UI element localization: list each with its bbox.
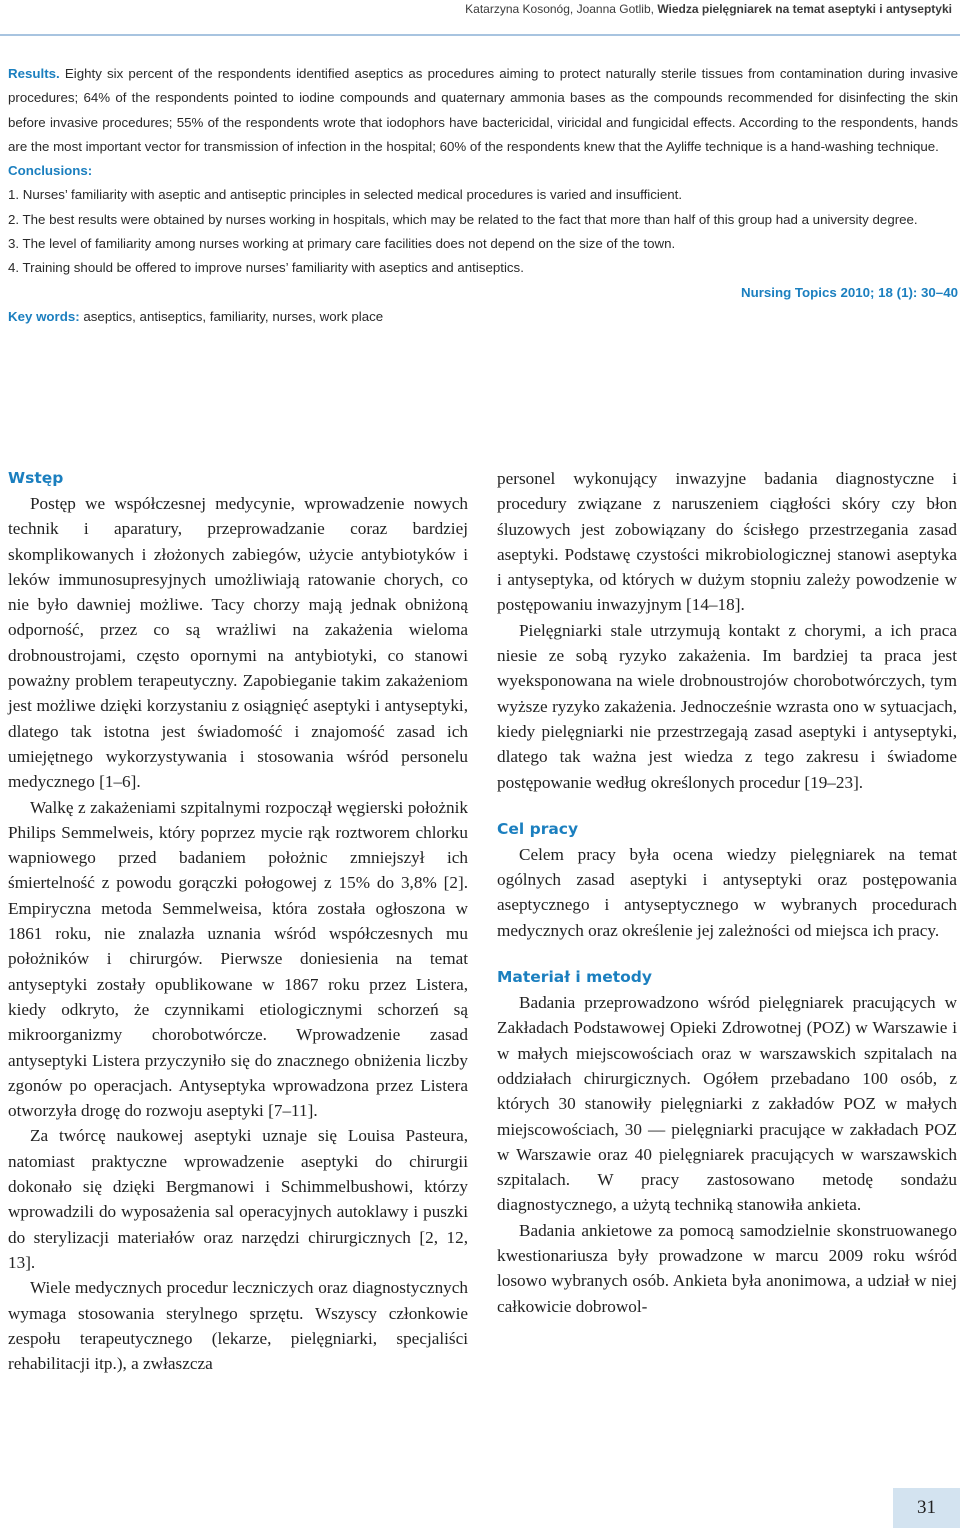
- body-paragraph: personel wykonujący inwazyjne badania diagnostyczne i procedury związane z naruszeniem ciągłości skóry czy błon śluzowych jest zobowiązany do ścisłego przestrzegania zasad aseptyki. Podstawę czystości mikrobiologicznej stanowi aseptyka i antyseptyka, od których w dużym stopniu zależy powodzenie w postępowaniu inwazyjnym [14–18].: [497, 469, 957, 615]
- header-title: Wiedza pielęgniarek na temat aseptyki i antyseptyki: [657, 2, 952, 16]
- conclusions-label: Conclusions:: [8, 163, 93, 179]
- body-paragraph: Pielęgniarki stale utrzymują kontakt z chorymi, a ich praca niesie ze sobą ryzyko zakażenia. Im bardziej ta praca jest wyeksponowana na wiele drobnoustrojów chorobotwórczych, tym wyższe ryzyko zakażenia. Jednocześnie wzrasta ono w sytuacjach, kiedy pielęgniarki nie przestrzegają zasad aseptyki i antyseptyki, dlatego tak ważna jest wiedza z tego zakresu i świadome postępowanie według określonych procedur [19–23].: [497, 620, 957, 792]
- body-paragraph: Celem pracy była ocena wiedzy pielęgniarek na temat ogólnych zasad aseptyki i antyseptyki oraz postępowania aseptycznego i antyseptycznego w wybranych procedurach medycznych oraz określenie jej zależności od miejsca ich pracy.: [497, 844, 957, 940]
- body-paragraph: Walkę z zakażeniami szpitalnymi rozpoczął węgierski położnik Philips Semmelweis, który poprzez mycie rąk roztworem chlorku wapniowego przed badaniem położnic zmniejszył ich śmiertelność z powodu gorączki połogowej z 15% do 3,8% [2]. Empiryczna metoda Semmelweisa, która została ogłoszona w 1861 roku, nie znalazła uznania wśród współczesnych mu położników i chirurgów. Pierwsze doniesienia na temat antyseptyki zostały opublikowane w 1867 roku przez Listera, kiedy odkryto, że czynnikami etiologicznymi schorzeń są mikroorganizmy chorobotwórcze. Wprowadzenie zasad antyseptyki Listera przyczyniło się do znacznego obniżenia liczby zgonów po operacjach. Antyseptyka wprowadzona przez Listera otworzyła drogę do rozwoju aseptyki [7–11].: [8, 797, 468, 1121]
- conclusion-item: 4. Training should be offered to improve nurses’ familiarity with aseptics and antiseptics.: [8, 260, 524, 276]
- journal-citation: Nursing Topics 2010; 18 (1): 30–40: [740, 284, 958, 300]
- running-header: [0, 0, 960, 20]
- keywords-text: aseptics, antiseptics, familiarity, nurses, work place: [83, 308, 384, 324]
- body-paragraph: Za twórcę naukowej aseptyki uznaje się Louisa Pasteura, natomiast praktyczne wprowadzenie aseptyki do chirurgii dokonało się dzięki Bergmanowi i Schimmelbushowi, którzy wprowadzili do wyposażenia sal operacyjnych autoklawy i puszki do sterylizacji materiałów oraz narzędzi chirurgicznych [2, 12, 13].: [8, 1126, 468, 1272]
- section-heading-methods: Materiał i metody: [497, 968, 652, 987]
- section-heading-aim: Cel pracy: [497, 819, 579, 838]
- body-paragraph: Postęp we współczesnej medycynie, wprowadzenie nowych technik i aparatury, przeprowadzanie coraz bardziej skomplikowanych i złożonych zabiegów, użycie antybiotyków i leków immunosupresyjnych umożliwiają ratowanie chorych, co nie było dawniej możliwe. Tacy chorzy mają jednak obniżoną odporność, przez co są wrażliwi na zakażenia wieloma drobnoustrojami, często opornymi na antybiotyki, co stanowi poważny problem terapeutyczny. Zapobieganie takim zakażeniom jest możliwe dzięki korzystaniu z osiągnięć aseptyki i antyseptyki, dlatego tak istotna jest świadomość i znajomość zasad ich umiejętnego wykorzystywania i stosowania wśród personelu medycznego [1–6].: [8, 494, 468, 792]
- body-paragraph: Wiele medycznych procedur leczniczych oraz diagnostycznych wymaga stosowania sterylnego sprzętu. Wszyscy członkowie zespołu terapeutycznego (lekarze, pielęgniarki, specjaliści rehabilitacji itp.), a zwłaszcza: [8, 1278, 468, 1374]
- results-label: Results.: [8, 66, 60, 81]
- header-divider: [0, 34, 960, 36]
- right-column: [497, 466, 957, 1319]
- conclusion-item: 3. The level of familiarity among nurses working at primary care facilities does not depend on the size of the town.: [8, 236, 676, 252]
- abstract: [8, 62, 958, 329]
- page-number: 31: [917, 1497, 936, 1518]
- page-number-box: [893, 1488, 960, 1528]
- body-paragraph: Badania przeprowadzono wśród pielęgniarek pracujących w Zakładach Podstawowej Opieki Zdrowotnej (POZ) w Warszawie i w małych miejscowościach oraz w warszawskich szpitalach na oddziałach chirurgicznych. Ogółem przebadano 100 osób, z których 30 stanowiły pielęgniarki z zakładów POZ w małych miejscowościach, 30 — pielęgniarki pracujące w zakładach POZ w Warszawie oraz 40 pielęgniarek pracujących w warszawskich szpitalach. W pracy zastosowano metodę sondażu diagnostycznego, a użytą techniką stanowiła ankieta.: [497, 993, 957, 1215]
- keywords-label: Key words:: [8, 308, 80, 324]
- keywords: [8, 305, 958, 329]
- header-authors: Katarzyna Kosonóg, Joanna Gotlib,: [465, 2, 654, 16]
- section-heading-introduction: Wstęp: [8, 469, 64, 487]
- left-column: [8, 466, 468, 1376]
- body-paragraph: Badania ankietowe za pomocą samodzielnie skonstruowanego kwestionariusza były prowadzone w marcu 2009 roku wśród losowo wybranych osób. Ankieta była anonimowa, a udział w niej całkowicie dobrowol-: [497, 1220, 957, 1316]
- results-text: Eighty six percent of the respondents identified aseptics as procedures aiming to protect naturally sterile tissues from contamination during invasive procedures; 64% of the respondents pointed to iodine compounds and quaternary ammonia bases as the compounds recommended for disinfecting the skin before invasive procedures; 55% of the respondents wrote that iodophors have bactericidal, viricidal and fungicidal effects. According to the respondents, hands are the most important vector for transmission of infection in the hospital; 60% of the respondents knew that the Ayliffe technique is a hand-washing technique.: [8, 66, 958, 154]
- conclusion-item: 1. Nurses’ familiarity with aseptic and antiseptic principles in selected medical procedures is varied and insufficient.: [8, 187, 683, 203]
- conclusion-item: 2. The best results were obtained by nurses working in hospitals, which may be related to the fact that more than half of this group had a university degree.: [8, 211, 918, 227]
- results-paragraph: [8, 62, 958, 159]
